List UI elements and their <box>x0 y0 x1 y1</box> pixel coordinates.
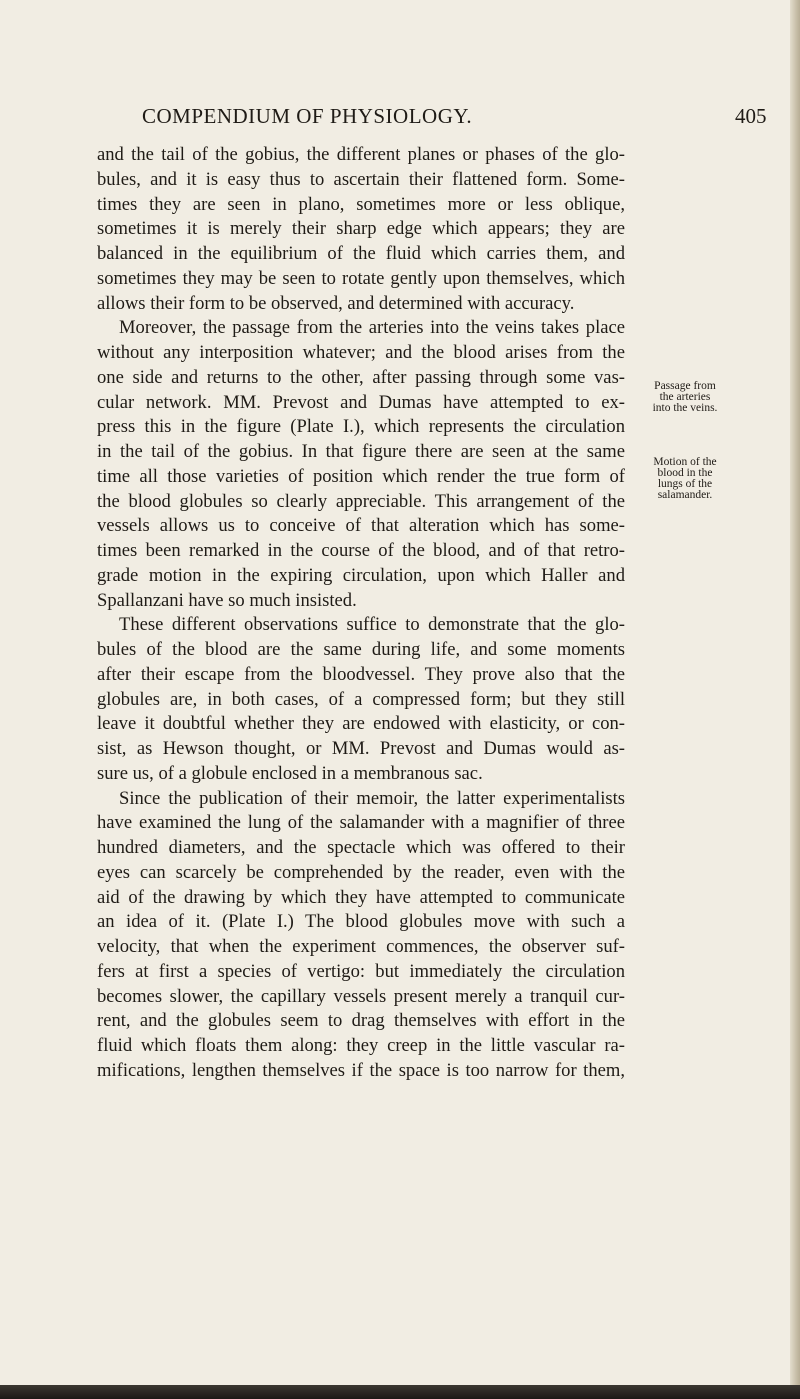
margin-note-line: Passage from <box>654 380 716 392</box>
text-line: vessels allows us to conceive of that alteration which has some- <box>97 515 625 537</box>
text-line: bules, and it is easy thus to ascertain their flattened form. Some- <box>97 168 625 190</box>
page-right-edge <box>790 0 800 1399</box>
margin-note-line: Motion of the <box>653 456 717 468</box>
text-line: bules of the blood are the same during life, and some moments <box>97 639 625 660</box>
margin-note-line: blood in the <box>657 467 713 479</box>
text-line: without any interposition whatever; and the blood arises from the <box>97 342 625 363</box>
text-line: These different observations suffice to demonstrate that the glo- <box>119 614 625 636</box>
page-header <box>0 104 800 130</box>
text-line: grade motion in the expiring circulation, upon which Haller and <box>97 564 625 586</box>
body-text <box>97 143 625 1084</box>
page-number: 405 <box>735 104 767 128</box>
text-line: and the tail of the gobius, the different planes or phases of the glo- <box>97 144 625 165</box>
text-line: rent, and the globules seem to drag themselves with effort in the <box>97 1010 625 1032</box>
margin-note-passage <box>630 381 740 414</box>
margin-note-line: the arteries <box>659 391 711 403</box>
text-line: the blood globules so clearly appreciable. This arrangement of the <box>97 490 625 512</box>
text-line: velocity, that when the experiment commences, the observer suf- <box>97 936 625 957</box>
text-line: eyes can scarcely be comprehended by the reader, even with the <box>97 861 625 883</box>
text-line: allows their form to be observed, and determined with accuracy. <box>97 292 575 314</box>
margin-note-line: salamander. <box>657 489 713 501</box>
margin-note-line: into the veins. <box>652 402 718 414</box>
text-line: in the tail of the gobius. In that figure there are seen at the same <box>97 441 625 462</box>
text-line: aid of the drawing by which they have attempted to communicate <box>97 886 625 908</box>
text-line: sometimes they may be seen to rotate gently upon themselves, which <box>97 267 625 289</box>
text-line: after their escape from the bloodvessel. They prove also that the <box>97 663 625 685</box>
text-line: time all those varieties of position which render the true form of <box>97 465 625 487</box>
text-line: sometimes it is merely their sharp edge which appears; they are <box>97 218 625 240</box>
margin-note-line: lungs of the <box>657 478 713 490</box>
text-line: leave it doubtful whether they are endowed with elasticity, or con- <box>97 713 625 735</box>
text-line: fers at first a species of vertigo: but immediately the circulation <box>97 960 625 982</box>
text-line: one side and returns to the other, after passing through some vas- <box>97 366 625 388</box>
text-line: times they are seen in plano, sometimes more or less oblique, <box>97 193 625 215</box>
text-line: globules are, in both cases, of a compressed form; but they still <box>97 688 625 710</box>
margin-note-motion <box>630 457 740 501</box>
page-bottom-edge <box>0 1385 800 1399</box>
text-line: have examined the lung of the salamander with a magnifier of three <box>97 812 625 834</box>
text-line: sist, as Hewson thought, or MM. Prevost and Dumas would as- <box>97 738 625 759</box>
text-line: press this in the figure (Plate I.), which represents the circulation <box>97 416 625 438</box>
text-line: balanced in the equilibrium of the fluid which carries them, and <box>97 243 625 264</box>
text-line: Spallanzani have so much insisted. <box>97 589 357 611</box>
text-line: fluid which floats them along: they creep in the little vascular ra- <box>97 1035 625 1056</box>
text-line: an idea of it. (Plate I.) The blood globules move with such a <box>97 911 625 933</box>
text-line: times been remarked in the course of the blood, and of that retro- <box>97 540 625 561</box>
running-head: COMPENDIUM OF PHYSIOLOGY. <box>142 104 473 128</box>
text-line: Moreover, the passage from the arteries into the veins takes place <box>119 317 625 339</box>
text-line: becomes slower, the capillary vessels present merely a tranquil cur- <box>97 985 625 1007</box>
text-line: sure us, of a globule enclosed in a membranous sac. <box>97 762 483 784</box>
text-line: Since the publication of their memoir, the latter experimentalists <box>119 787 625 809</box>
text-line: mifications, lengthen themselves if the space is too narrow for them, <box>97 1059 625 1081</box>
text-line: cular network. MM. Prevost and Dumas have attempted to ex- <box>97 391 625 413</box>
text-line: hundred diameters, and the spectacle which was offered to their <box>97 837 625 858</box>
